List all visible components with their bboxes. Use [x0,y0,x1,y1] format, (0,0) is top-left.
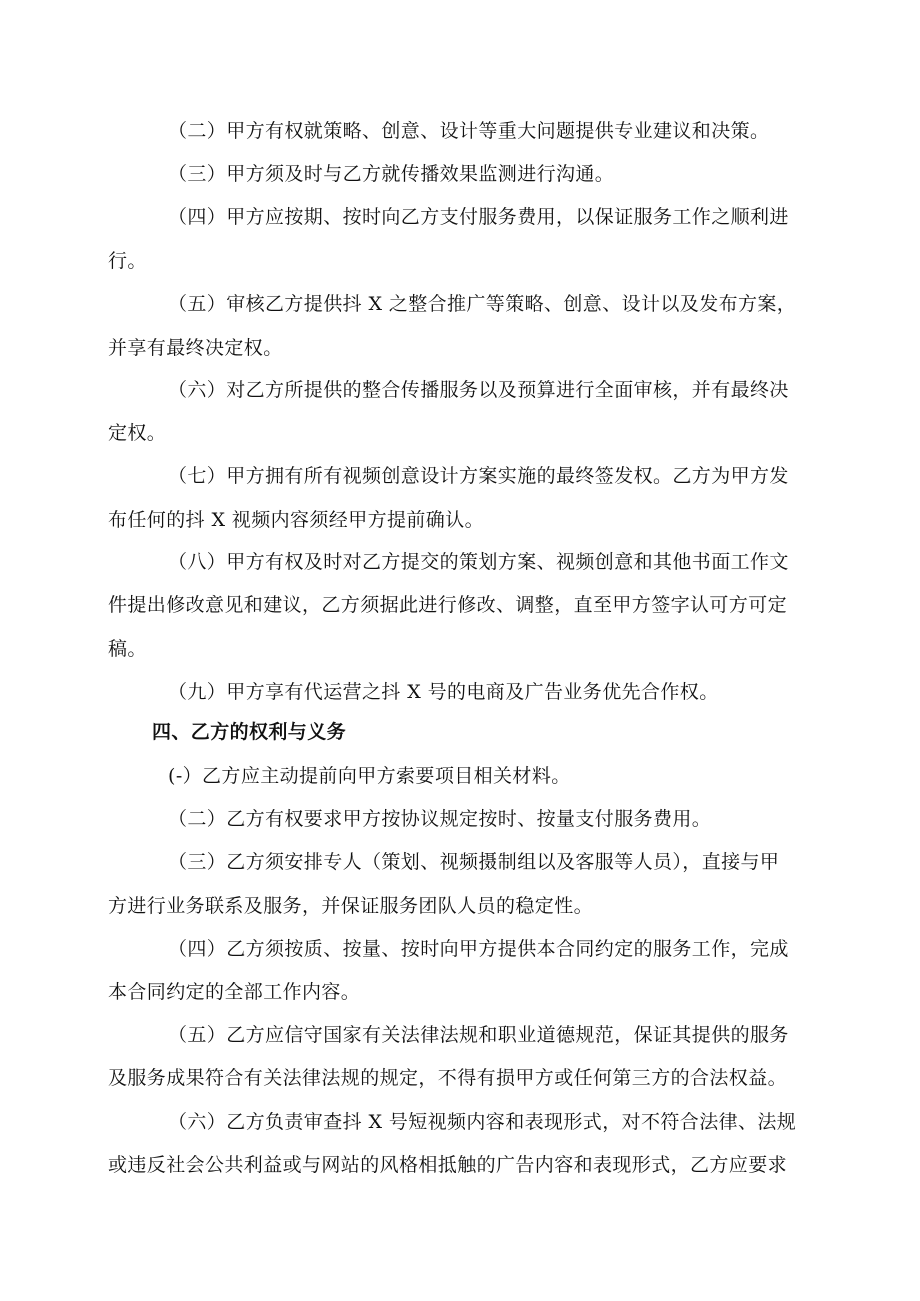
paragraph-line: 本合同约定的全部工作内容。 [108,981,361,1003]
paragraph-line: 或违反社会公共利益或与网站的风格相抵触的广告内容和表现形式，乙方应要求 [108,1154,788,1176]
paragraph-line: 方进行业务联系及服务，并保证服务团队人员的稳定性。 [108,895,594,917]
paragraph-line: （四）乙方须按质、按量、按时向甲方提供本合同约定的服务工作，完成 [168,938,789,960]
paragraph-line: （四）甲方应按期、按时向乙方支付服务费用，以保证服务工作之顺利进 [168,206,789,228]
paragraph-line: （五）乙方应信守国家有关法律法规和职业道德规范，保证其提供的服务 [168,1024,789,1046]
paragraph-line: 稿。 [108,638,147,660]
paragraph-line: 定权。 [108,422,167,444]
paragraph-line: （二）甲方有权就策略、创意、设计等重大问题提供专业建议和决策。 [168,120,770,142]
paragraph-line: （二）乙方有权要求甲方按协议规定按时、按量支付服务费用。 [168,808,712,830]
paragraph-line: （八）甲方有权及时对乙方提交的策划方案、视频创意和其他书面工作文 [168,551,789,573]
paragraph-line: 及服务成果符合有关法律法规的规定，不得有损甲方或任何第三方的合法权益。 [108,1067,788,1089]
paragraph-line: （五）审核乙方提供抖 X 之整合推广等策略、创意、设计以及发布方案， [168,293,797,315]
paragraph-line: 件提出修改意见和建议，乙方须据此进行修改、调整，直至甲方签字认可方可定 [108,594,788,616]
paragraph-line: 布任何的抖 X 视频内容须经甲方提前确认。 [108,509,485,531]
paragraph-line: （九）甲方享有代运营之抖 X 号的电商及广告业务优先合作权。 [168,681,719,703]
paragraph-line: 并享有最终决定权。 [108,337,283,359]
paragraph-line: 行。 [108,250,147,272]
paragraph-line: （七）甲方拥有所有视频创意设计方案实施的最终签发权。乙方为甲方发 [168,465,789,487]
section-heading: 四、乙方的权利与义务 [152,721,347,743]
paragraph-line: （三）甲方须及时与乙方就传播效果监测进行沟通。 [168,163,615,185]
paragraph-line: （三）乙方须安排专人（策划、视频摄制组以及客服等人员），直接与甲 [168,851,780,873]
paragraph-line: （六）对乙方所提供的整合传播服务以及预算进行全面审核，并有最终决 [168,379,789,401]
paragraph-line: (-）乙方应主动提前向甲方索要项目相关材料。 [168,765,571,787]
paragraph-line: （六）乙方负责审查抖 X 号短视频内容和表现形式，对不符合法律、法规 [168,1111,797,1133]
